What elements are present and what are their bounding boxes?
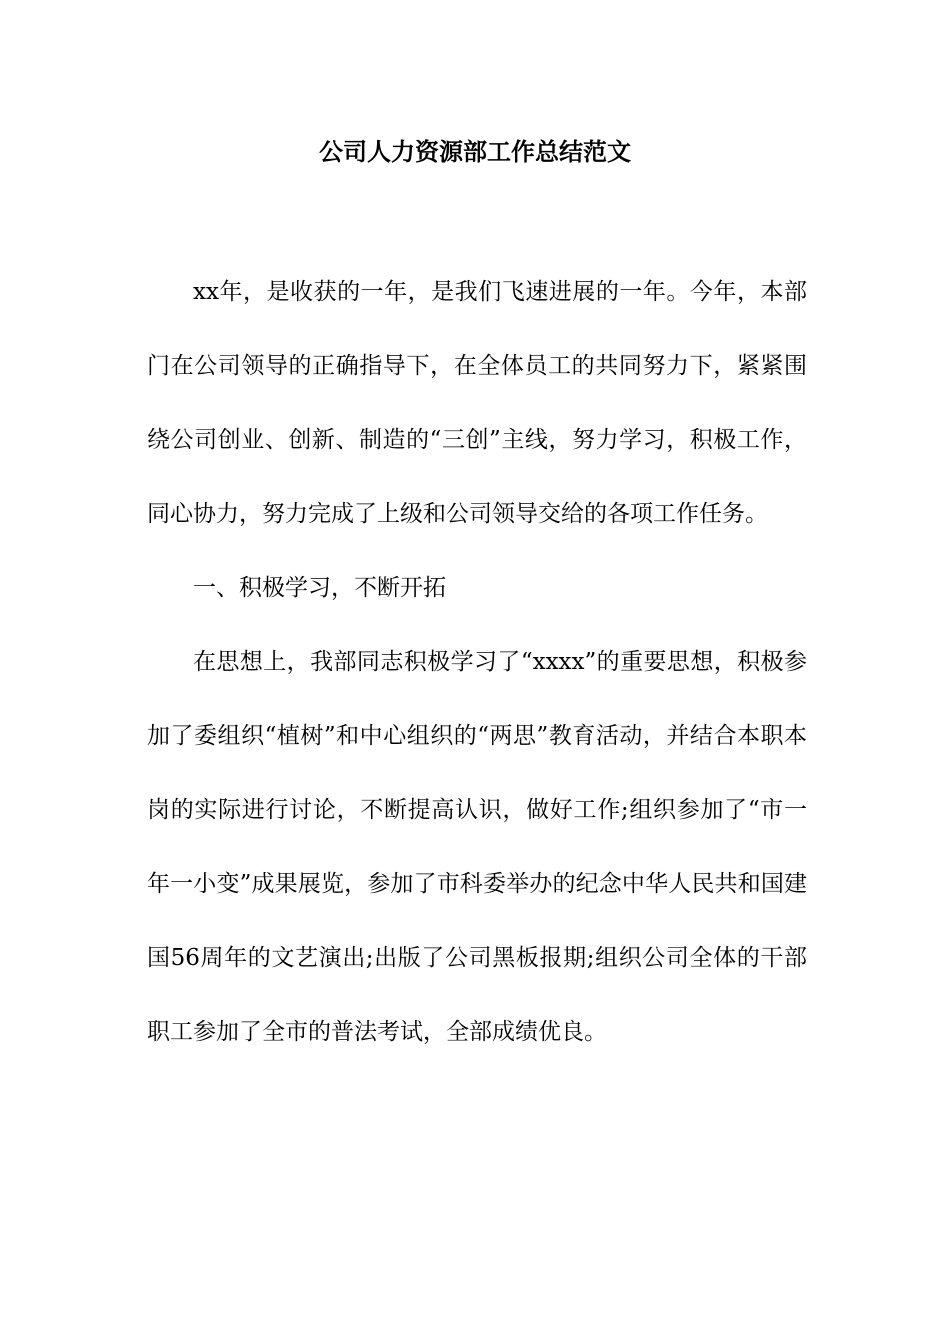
document-body <box>147 255 807 1069</box>
section-heading-1: 一、积极学习，不断开拓 <box>193 575 446 601</box>
paragraph-section-1: 在思想上，我部同志积极学习了“xxxx”的重要思想，积极参加了委组织“植树”和中心组织的“两思”教育活动，并结合本职本岗的实际进行讨论，不断提高认识，做好工作;组织参加了“市一年一小变”成果展览，参加了市科委举办的纪念中华人民共和国建国56周年的文艺演出;出版了公司黑板报期;组织公司全体的干部职工参加了全市的普法考试，全部成绩优良。 <box>147 649 807 1045</box>
document-title: 公司人力资源部工作总结范文 <box>319 137 631 166</box>
paragraph-intro: xx年，是收获的一年，是我们飞速进展的一年。今年，本部门在公司领导的正确指导下，在全体员工的共同努力下，紧紧围绕公司创业、创新、制造的“三创”主线，努力学习，积极工作，同心协力，努力完成了上级和公司领导交给的各项工作任务。 <box>147 279 807 527</box>
